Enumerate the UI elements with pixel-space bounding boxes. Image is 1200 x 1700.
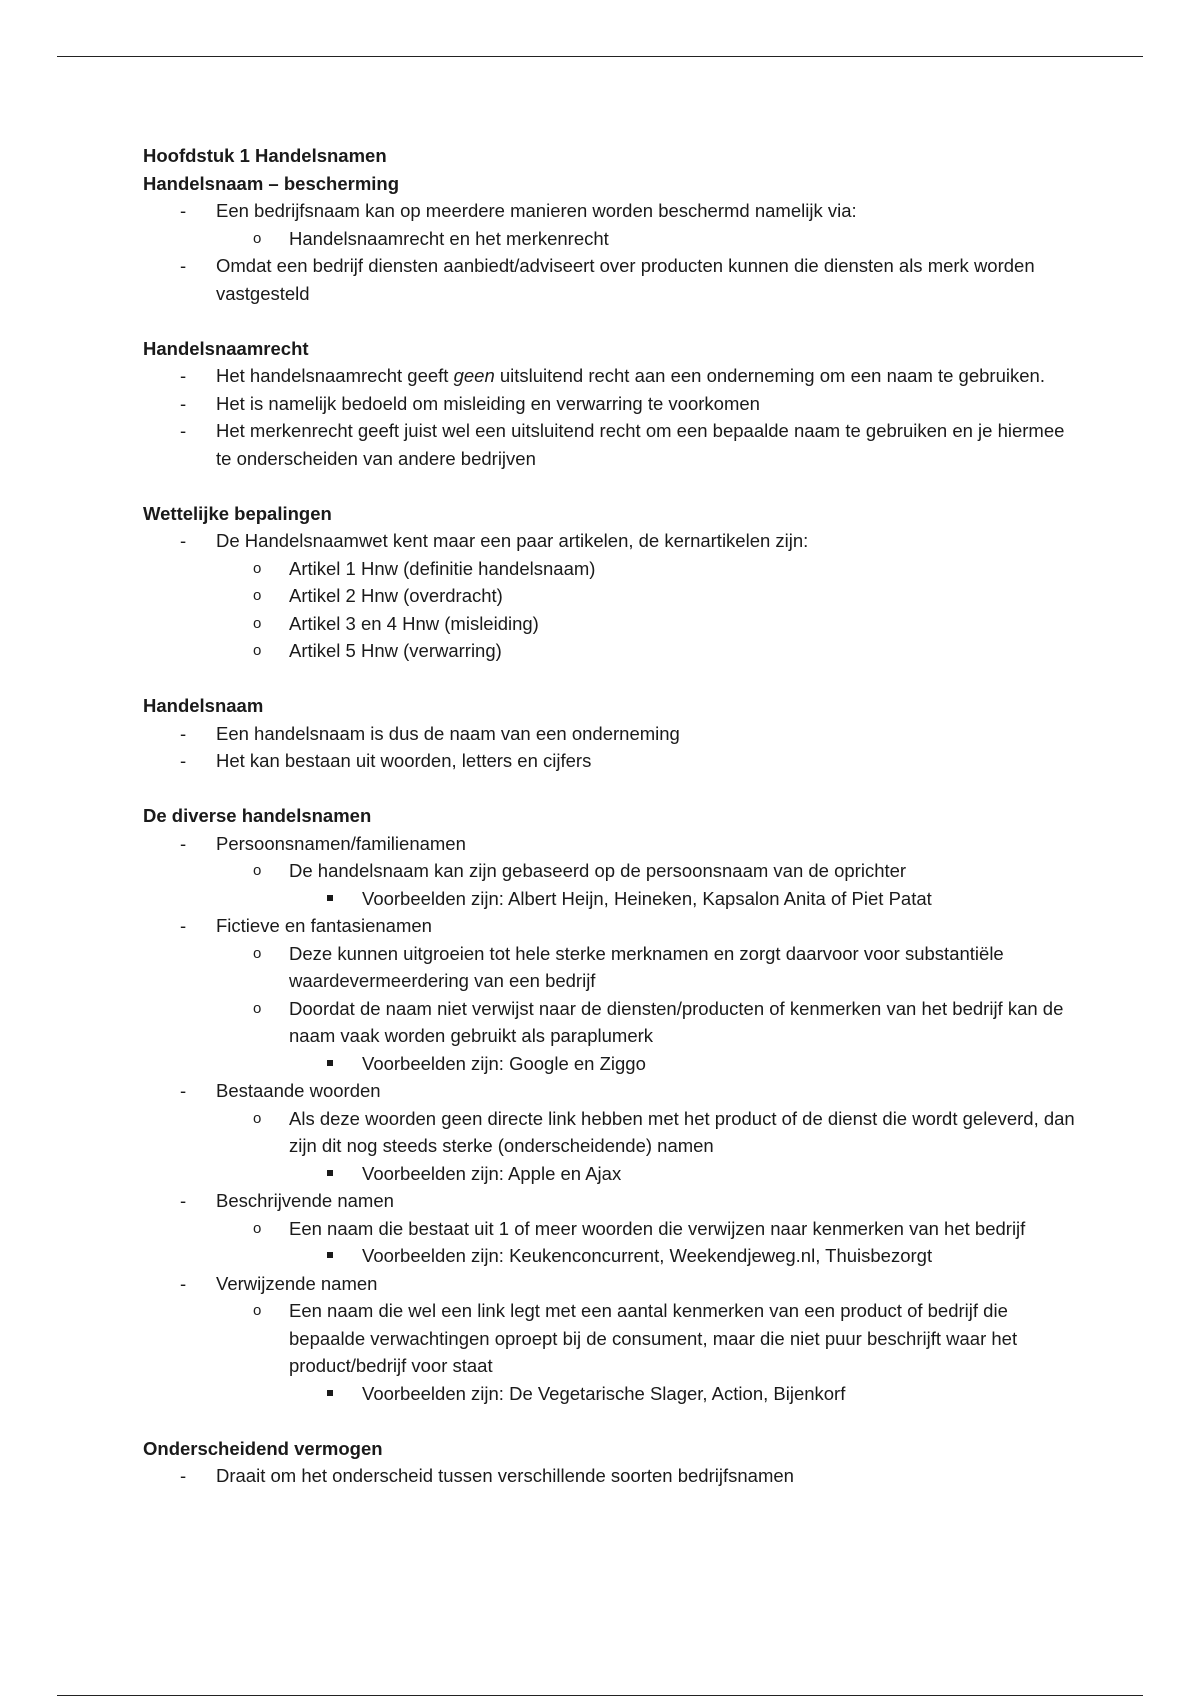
section-diverse-handelsnamen	[143, 802, 1083, 1407]
list-item-text: Het is namelijk bedoeld om misleiding en verwarring te voorkomen	[216, 392, 760, 414]
list-item-text: Bestaande woorden	[216, 1080, 381, 1101]
sub-list-item	[143, 857, 1083, 885]
dash-bullet-icon: -	[180, 530, 187, 551]
circle-bullet-icon: o	[253, 862, 262, 879]
example-item	[143, 885, 1083, 913]
list-item	[143, 1187, 1083, 1215]
sub-list-item	[143, 1215, 1083, 1243]
circle-bullet-icon: o	[253, 1302, 262, 1319]
list-item-text: Persoonsnamen/familienamen	[216, 832, 466, 854]
example-item	[143, 1160, 1083, 1188]
list-item	[143, 362, 1083, 390]
section-handelsnaam	[143, 692, 1083, 775]
list-item	[143, 830, 1083, 858]
circle-bullet-icon: o	[253, 587, 262, 604]
circle-bullet-icon: o	[253, 944, 262, 962]
dash-bullet-icon: -	[180, 832, 187, 854]
sub-list-item-text: Artikel 3 en 4 Hnw (misleiding)	[289, 612, 539, 634]
section-heading: Handelsnaamrecht	[143, 337, 309, 359]
list-item-text	[216, 365, 1045, 386]
square-bullet-icon	[327, 1390, 333, 1396]
list-item	[143, 1270, 1083, 1298]
dash-bullet-icon: -	[180, 1465, 187, 1486]
square-bullet-icon	[327, 895, 333, 901]
dash-bullet-icon: -	[180, 915, 187, 936]
sub-list-item-text: De handelsnaam kan zijn gebaseerd op de persoonsnaam van de oprichter	[289, 860, 907, 881]
dash-bullet-icon: -	[180, 1080, 187, 1101]
dash-bullet-icon: -	[180, 420, 187, 441]
circle-bullet-icon: o	[253, 229, 262, 247]
list-item	[143, 417, 1083, 472]
list-item-text: Draait om het onderscheid tussen verschillende soorten bedrijfsnamen	[216, 1465, 794, 1486]
circle-bullet-icon: o	[253, 614, 262, 632]
sub-list-item-text: Deze kunnen uitgroeien tot hele sterke merknamen en zorgt daarvoor voor substantiële waardevermeerdering van een bedrijf	[289, 942, 1004, 991]
dash-bullet-icon: -	[180, 722, 187, 744]
square-bullet-icon	[327, 1170, 333, 1176]
sub-list-item	[143, 225, 1083, 253]
list-item-text: De Handelsnaamwet kent maar een paar artikelen, de kernartikelen zijn:	[216, 530, 809, 551]
example-text: Voorbeelden zijn: Google en Ziggo	[362, 1052, 646, 1074]
circle-bullet-icon: o	[253, 642, 262, 659]
list-item-text: Een bedrijfsnaam kan op meerdere manieren worden beschermd namelijk via:	[216, 200, 857, 221]
sub-list-item	[143, 582, 1083, 610]
footer-rule	[57, 1695, 1143, 1696]
section-wettelijke-bepalingen	[143, 500, 1083, 665]
sub-list-item-text: Een naam die bestaat uit 1 of meer woorden die verwijzen naar kenmerken van het bedrijf	[289, 1217, 1026, 1239]
circle-bullet-icon: o	[253, 559, 262, 577]
example-text: Voorbeelden zijn: De Vegetarische Slager, Action, Bijenkorf	[362, 1382, 846, 1404]
section-heading: Onderscheidend vermogen	[143, 1437, 383, 1459]
header-rule	[57, 56, 1143, 57]
sub-list-item-text: Artikel 5 Hnw (verwarring)	[289, 640, 502, 661]
list-item	[143, 1077, 1083, 1105]
list-item	[143, 747, 1083, 775]
sub-list-item	[143, 995, 1083, 1050]
list-item	[143, 527, 1083, 555]
circle-bullet-icon: o	[253, 1219, 262, 1237]
sub-list-item-text: Als deze woorden geen directe link hebben met het product of de dienst die wordt geleverd, dan zijn dit nog steeds sterke (onderscheidende) namen	[289, 1107, 1075, 1156]
section-bescherming	[143, 142, 1083, 307]
example-text: Voorbeelden zijn: Apple en Ajax	[362, 1162, 622, 1184]
dash-bullet-icon: -	[180, 392, 187, 414]
example-text: Voorbeelden zijn: Albert Heijn, Heineken, Kapsalon Anita of Piet Patat	[362, 887, 932, 909]
list-item	[143, 390, 1083, 418]
square-bullet-icon	[327, 1252, 333, 1258]
dash-bullet-icon: -	[180, 1272, 187, 1294]
sub-list-item	[143, 637, 1083, 665]
example-item	[143, 1050, 1083, 1078]
sub-list-item-text: Een naam die wel een link legt met een aantal kenmerken van een product of bedrijf die bepaalde verwachtingen oproept bij de consument, maar die niet puur beschrijft waar het product/bedrijf voor staat	[289, 1300, 1018, 1376]
list-item-text: Het merkenrecht geeft juist wel een uitsluitend recht om een bepaalde naam te gebruiken en je hiermee te onderscheiden van andere bedrijven	[216, 420, 1065, 469]
example-item	[143, 1380, 1083, 1408]
list-item	[143, 252, 1083, 307]
list-item-text: Verwijzende namen	[216, 1272, 378, 1294]
sub-list-item	[143, 555, 1083, 583]
dash-bullet-icon: -	[180, 1190, 187, 1211]
dash-bullet-icon: -	[180, 365, 187, 386]
square-bullet-icon	[327, 1060, 333, 1066]
sub-list-item-text: Doordat de naam niet verwijst naar de diensten/producten of kenmerken van het bedrijf kan de naam vaak worden gebruikt als paraplumerk	[289, 997, 1064, 1046]
list-item-text: Het kan bestaan uit woorden, letters en cijfers	[216, 750, 592, 771]
section-onderscheidend-vermogen	[143, 1435, 1083, 1490]
text-segment: Het handelsnaamrecht geeft	[216, 365, 454, 386]
sub-list-item-text: Artikel 1 Hnw (definitie handelsnaam)	[289, 557, 596, 579]
sub-list-item-text: Handelsnaamrecht en het merkenrecht	[289, 227, 609, 249]
sub-list-item	[143, 1297, 1083, 1380]
emphasis-text: geen	[453, 365, 495, 386]
text-segment: uitsluitend recht aan een onderneming om een naam te gebruiken.	[494, 365, 1045, 386]
list-item-text: Een handelsnaam is dus de naam van een onderneming	[216, 722, 680, 744]
dash-bullet-icon: -	[180, 200, 187, 221]
sub-list-item	[143, 610, 1083, 638]
list-item-text: Beschrijvende namen	[216, 1190, 394, 1211]
list-item	[143, 197, 1083, 225]
list-item	[143, 720, 1083, 748]
list-item	[143, 1462, 1083, 1490]
section-heading: Handelsnaam	[143, 695, 264, 716]
circle-bullet-icon: o	[253, 1109, 262, 1127]
section-heading: Wettelijke bepalingen	[143, 502, 332, 524]
chapter-title: Hoofdstuk 1 Handelsnamen	[143, 145, 387, 166]
list-item-text: Fictieve en fantasienamen	[216, 915, 432, 936]
list-item	[143, 912, 1083, 940]
document-body	[143, 142, 1083, 1517]
section-heading: Handelsnaam – bescherming	[143, 172, 400, 194]
example-item	[143, 1242, 1083, 1270]
section-handelsnaamrecht	[143, 335, 1083, 473]
dash-bullet-icon: -	[180, 750, 187, 771]
list-item-text: Omdat een bedrijf diensten aanbiedt/adviseert over producten kunnen die diensten als merk worden vastgesteld	[216, 255, 1035, 304]
circle-bullet-icon: o	[253, 999, 262, 1017]
sub-list-item-text: Artikel 2 Hnw (overdracht)	[289, 585, 503, 606]
dash-bullet-icon: -	[180, 255, 187, 276]
sub-list-item	[143, 1105, 1083, 1160]
example-text: Voorbeelden zijn: Keukenconcurrent, Weekendjeweg.nl, Thuisbezorgt	[362, 1245, 933, 1266]
section-heading: De diverse handelsnamen	[143, 805, 372, 826]
sub-list-item	[143, 940, 1083, 995]
